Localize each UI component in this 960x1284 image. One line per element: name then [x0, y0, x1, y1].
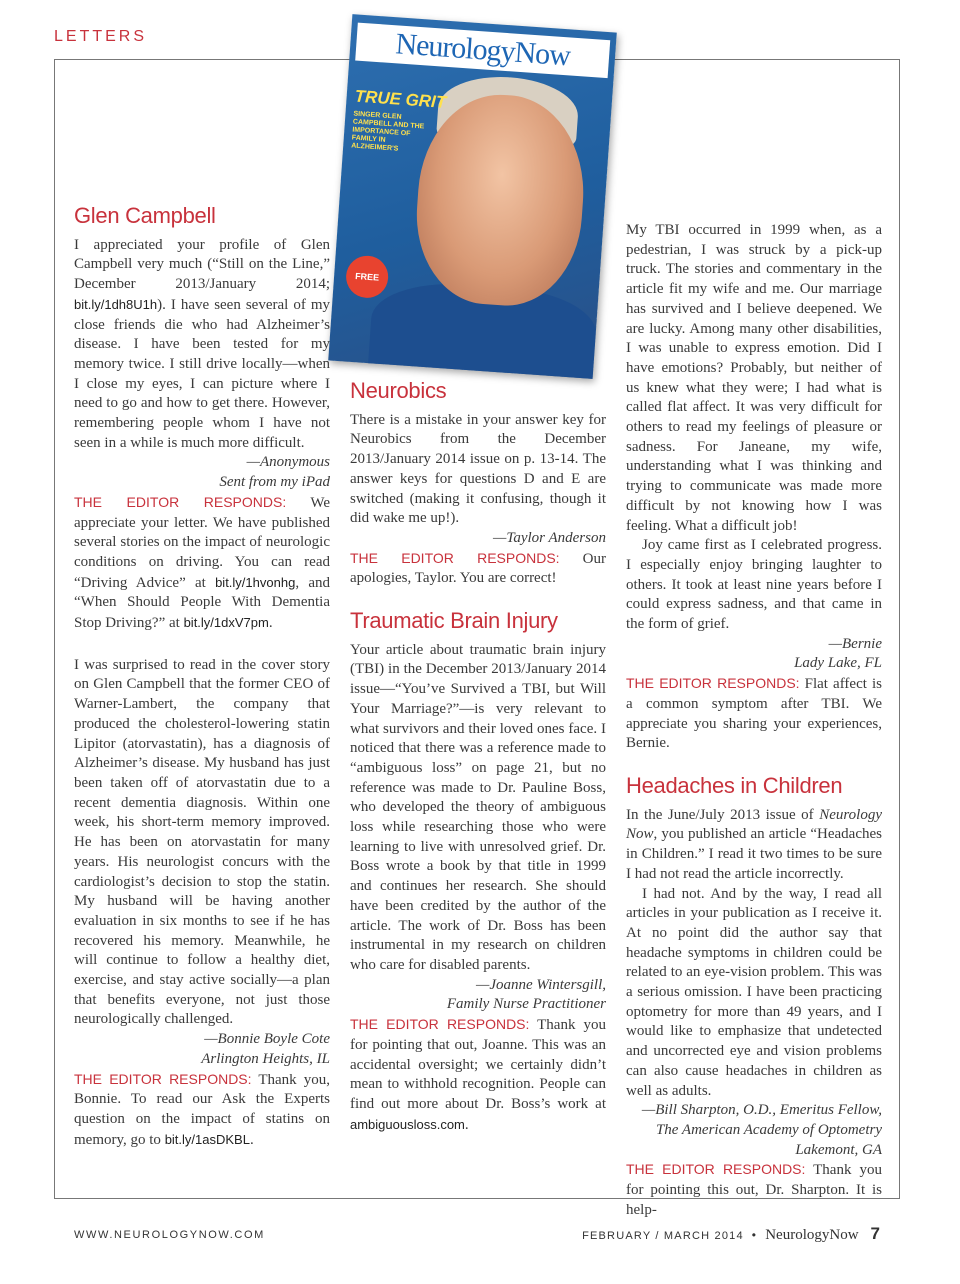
article-title: Traumatic Brain Injury: [350, 608, 558, 634]
cover-badge: FREE: [345, 254, 390, 299]
cover-logo: NeurologyNow: [355, 23, 610, 79]
cover-subhead: SINGER GLEN CAMPBELL AND THE IMPORTANCE OF FAMILY IN ALZHEIMER'S: [350, 110, 425, 153]
letter-body: Your article about traumatic brain injury (TBI) in the December 2013/January 2014 issue—“You’ve Survived a TBI, but Will Your Marriage?”—is very relevant to what survivors and their loved ones face. I noticed that there was a reference made to “ambiguous loss” on page 21, but no reference was made to Dr. Pauline Boss, who developed the theory of ambiguous loss while researching those who were learning to live with unresolved grief. Dr. Boss wrote a book by that title in 1999 and continues her research. She should have been credited by the author of the article. The work of Dr. Boss has been instrumental in my research on children who care for disabled parents.: [350, 641, 606, 973]
link[interactable]: bit.ly/1dh8U1h: [74, 296, 158, 312]
cover-headline: TRUE GRIT: [354, 86, 447, 112]
letter-body: I had not. And by the way, I read all articles in your publication as I receive it. At no point did the author say that headache symptoms in children could be related to an eye-vision problem. This was a serious omission. I have been practicing optometry for more than 49 years, and I would like to emphasize that undetected and uncorrected eye and vision problems can also cause headaches in children as well as adults.: [626, 885, 882, 1099]
signature: —Bonnie Boyle Cote Arlington Heights, IL: [201, 1031, 330, 1067]
page-number: 7: [870, 1224, 880, 1243]
footer-issue-info: [582, 1224, 880, 1244]
signature: —Anonymous Sent from my iPad: [219, 454, 330, 491]
signature: —Bill Sharpton, O.D., Emeritus Fellow, The American Academy of Optometry Lakemont, GA: [641, 1102, 882, 1158]
link[interactable]: bit.ly/1asDKBL: [164, 1131, 250, 1147]
editor-response: THE EDITOR RESPONDS: Flat affect is a common symptom after TBI. We appreciate you sharing your experiences, Bernie.: [626, 675, 882, 752]
letter-body: Joy came first as I celebrated progress. I especially enjoy bringing laughter to others. It took at least nine years before I could express sadness, and that came in the form of grief.: [626, 537, 882, 633]
column-3: [626, 221, 882, 1220]
link[interactable]: bit.ly/1hvonhg: [215, 574, 296, 590]
column-1: [74, 203, 330, 1150]
section-label: LETTERS: [54, 28, 148, 45]
article-title: Neurobics: [350, 378, 447, 403]
magazine-cover-image: [328, 14, 617, 379]
letter-body: I was surprised to read in the cover story on Glen Campbell that the former CEO of Warner-Lambert, the company that produced the cholesterol-lowering statin Lipitor (atorvastatin), has a diagnosis of Alzheimer’s disease. My husband has just been taken off of atorvastatin due to a recent dementia diagnosis. Within one week, his short-term memory improved. He has been on atorvastatin for many years. His neurologist concurs with the cardiologist’s decision to stop the statin. My husband will be having another evaluation in six months to see if he has recovered his memory. Meanwhile, he will continue to follow a healthy diet, exercise, and stay active socially—a plan that benefits everyone, not just those neurologically challenged.: [74, 656, 330, 1028]
letter-body: In the June/July 2013 issue of Neurology Now, you published an article “Headaches in Children.” I read it two times to be sure I had not read the article incorrectly.: [626, 806, 882, 882]
footer-magazine: NeurologyNow: [765, 1227, 859, 1243]
column-2: [350, 378, 606, 1135]
editor-response: THE EDITOR RESPONDS: Our apologies, Taylor. You are correct!: [350, 549, 606, 587]
footer-website[interactable]: WWW.NEUROLOGYNOW.COM: [74, 1229, 265, 1241]
editor-response: THE EDITOR RESPONDS: We appreciate your letter. We have published several stories on the impact of neurologic conditions on driving. You can read “Driving Advice” at bit.ly/1hvonhg, and “When Should People With Dementia Stop Driving?” at bit.ly/1dxV7pm.: [74, 493, 330, 632]
letter-body: I appreciated your profile of Glen Campbell very much (“Still on the Line,” December 2013/January 2014; bit.ly/1dh8U1h). I have seen several of my close friends die who had Alzheimer’s disease. I have been tested for my memory twice. I still drive locally—when I close my eyes, I can picture where I need to go and how to get there. However, remembering people whom I have not seen in a while is much more difficult.: [74, 236, 330, 451]
signature: —Taylor Anderson: [493, 529, 606, 546]
letter-body: My TBI occurred in 1999 when, as a pedestrian, I was struck by a pick-up truck. The stories and commentary in the article fit my wife and me. Our marriage has survived and I believe deepened. We are lucky. Among many other disabilities, I was unable to express emotion. Did I have emotions? Probably, but neither of us knew what they were; I had what is called flat affect. It was very difficult for others to read my feelings of pleasure or sadness. For Janeane, my wife, understanding what I was thinking and trying to communicate was made more difficult by not knowing how I was feeling. What a difficult job!: [626, 222, 882, 534]
footer-bullet: •: [751, 1228, 758, 1242]
footer-issue: FEBRUARY / MARCH 2014: [582, 1230, 744, 1242]
signature: —Joanne Wintersgill, Family Nurse Practitioner: [446, 976, 606, 1013]
link[interactable]: bit.ly/1dxV7pm: [183, 615, 269, 631]
editor-response: THE EDITOR RESPONDS: Thank you, Bonnie. To read our Ask the Experts question on the impact of statins on memory, go to bit.ly/1asDKBL.: [74, 1070, 330, 1148]
editor-response: THE EDITOR RESPONDS: Thank you for pointing this out, Dr. Sharpton. It is help-: [626, 1161, 882, 1218]
link[interactable]: ambiguousloss.com: [350, 1116, 465, 1132]
article-title: Glen Campbell: [74, 203, 216, 228]
signature: —Bernie Lady Lake, FL: [794, 635, 882, 672]
article-title: Headaches in Children: [626, 772, 843, 798]
letter-body: There is a mistake in your answer key for Neurobics from the December 2013/January 2014 issue on p. 13-14. The answer keys for questions D and E are switched (making it confusing, though it did wake me up!).: [350, 411, 606, 527]
editor-response: THE EDITOR RESPONDS: Thank you for pointing that out, Joanne. This was an accidental oversight; we certainly didn’t mean to withhold recognition. People can find out more about Dr. Boss’s work at ambiguousloss.com.: [350, 1016, 606, 1133]
